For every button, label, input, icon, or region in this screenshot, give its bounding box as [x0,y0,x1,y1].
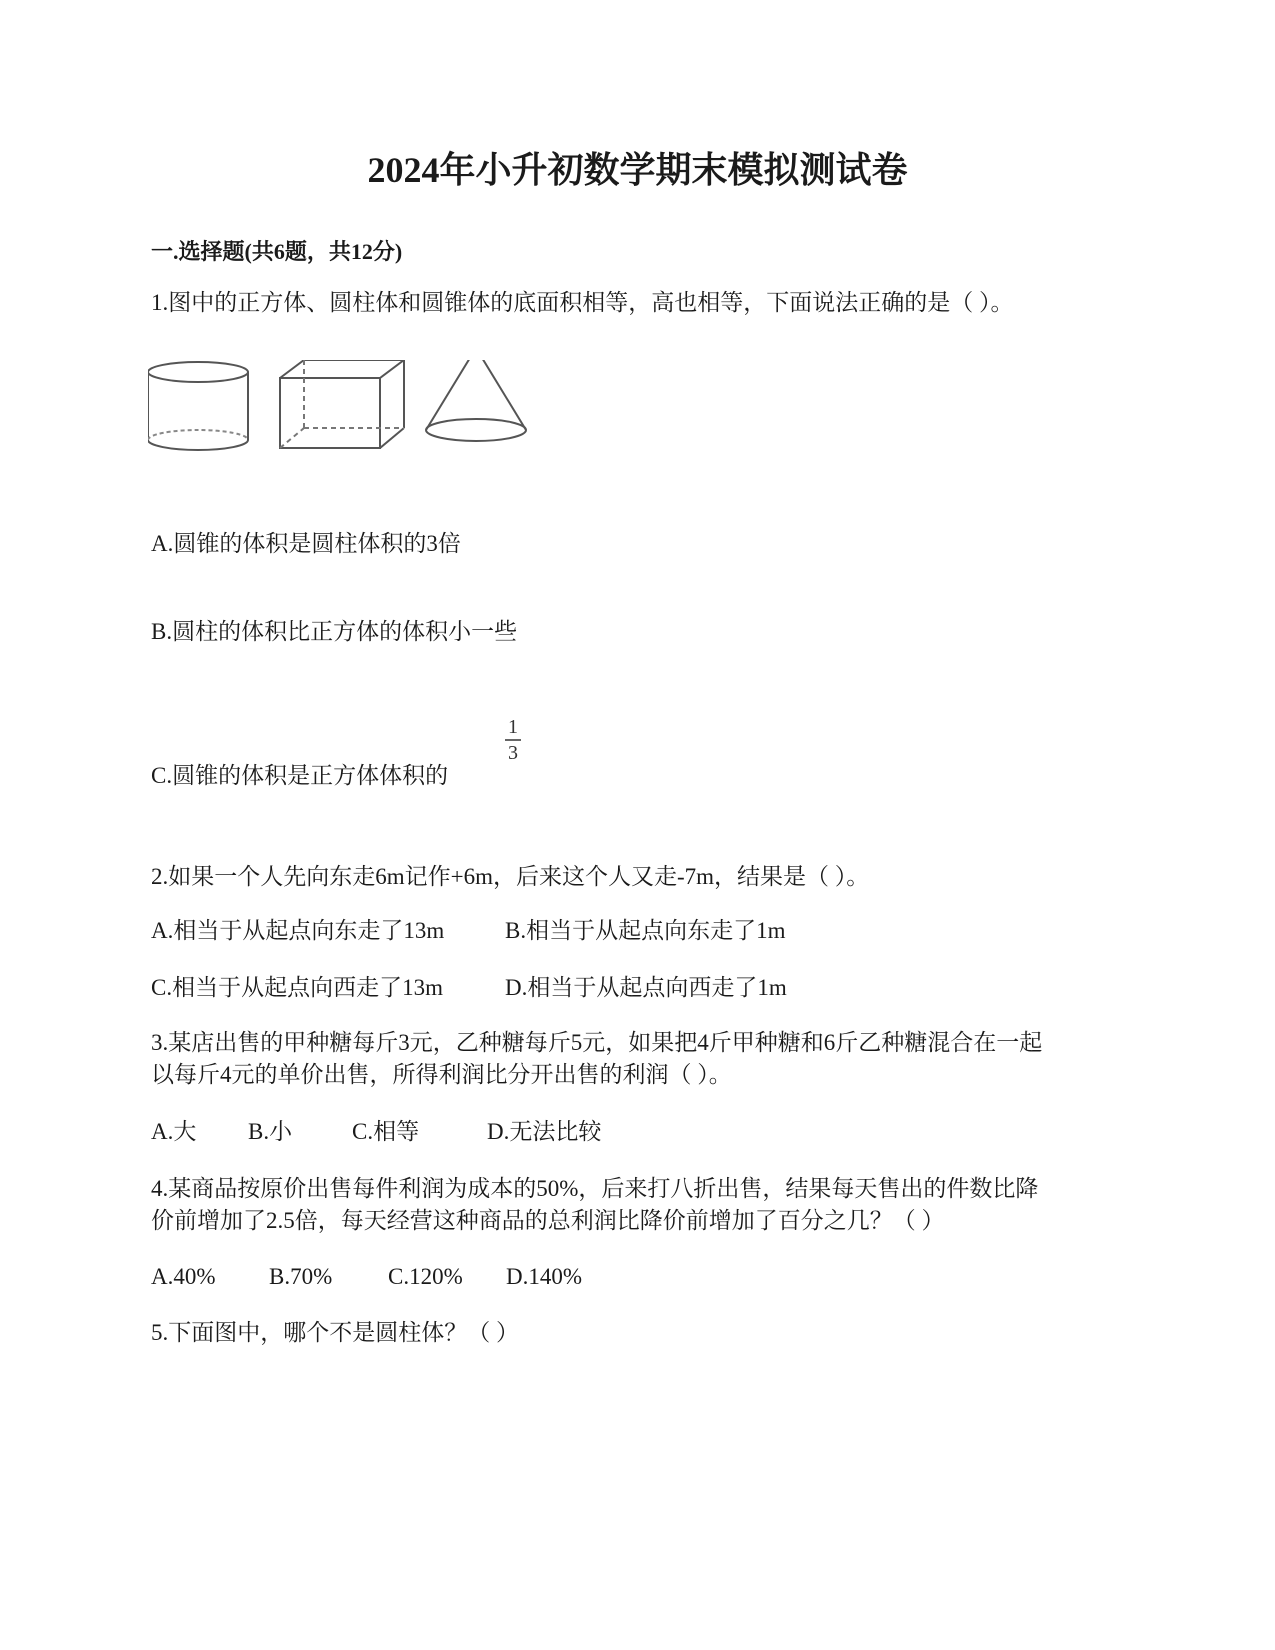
question-4-option-b[interactable]: B.70% [269,1264,333,1289]
question-2-option-a[interactable]: A.相当于从起点向东走了13m [151,918,445,943]
question-5-stem: 5.下面图中，哪个不是圆柱体？（ ） [151,1320,519,1345]
question-2-option-b[interactable]: B.相当于从起点向东走了1m [505,918,786,943]
page-title: 2024年小升初数学期末模拟测试卷 [367,150,908,190]
question-4-stem-line-1: 4.某商品按原价出售每件利润为成本的50%，后来打八折出售，结果每天售出的件数比降 [151,1176,1039,1201]
fraction-one-third [503,716,523,764]
cone-icon [426,360,526,441]
cube-icon [280,360,404,448]
question-3-option-a[interactable]: A.大 [151,1119,197,1144]
question-3-stem-line-2: 以每斤4元的单价出售，所得利润比分开出售的利润（ ）。 [151,1062,732,1087]
fraction-denominator: 3 [508,742,518,764]
question-4-option-d[interactable]: D.140% [506,1264,583,1289]
fraction-numerator: 1 [508,716,518,738]
question-4-option-c[interactable]: C.120% [388,1264,463,1289]
question-1-stem: 1.图中的正方体、圆柱体和圆锥体的底面积相等，高也相等，下面说法正确的是（ ）。 [151,290,1014,315]
question-1-option-a[interactable]: A.圆锥的体积是圆柱体积的3倍 [151,531,461,556]
question-2-option-c[interactable]: C.相当于从起点向西走了13m [151,975,443,1000]
question-4-option-a[interactable]: A.40% [151,1264,216,1289]
question-2-stem: 2.如果一个人先向东走6m记作+6m，后来这个人又走-7m，结果是（ ）。 [151,864,870,889]
question-3-option-c[interactable]: C.相等 [352,1119,420,1144]
question-4-stem-line-2: 价前增加了2.5倍，每天经营这种商品的总利润比降价前增加了百分之几？（ ） [151,1208,945,1233]
question-3-stem-line-1: 3.某店出售的甲种糖每斤3元，乙种糖每斤5元，如果把4斤甲种糖和6斤乙种糖混合在一起 [151,1030,1043,1055]
question-1-option-b[interactable]: B.圆柱的体积比正方体的体积小一些 [151,619,518,644]
question-3-option-b[interactable]: B.小 [248,1119,293,1144]
question-2-option-d[interactable]: D.相当于从起点向西走了1m [505,975,787,1000]
cylinder-icon [148,362,248,450]
question-1-figure [148,360,528,452]
question-1-option-c[interactable]: C.圆锥的体积是正方体体积的 [151,763,449,788]
section-heading: 一.选择题(共6题，共12分) [151,239,403,264]
question-3-option-d[interactable]: D.无法比较 [487,1119,602,1144]
